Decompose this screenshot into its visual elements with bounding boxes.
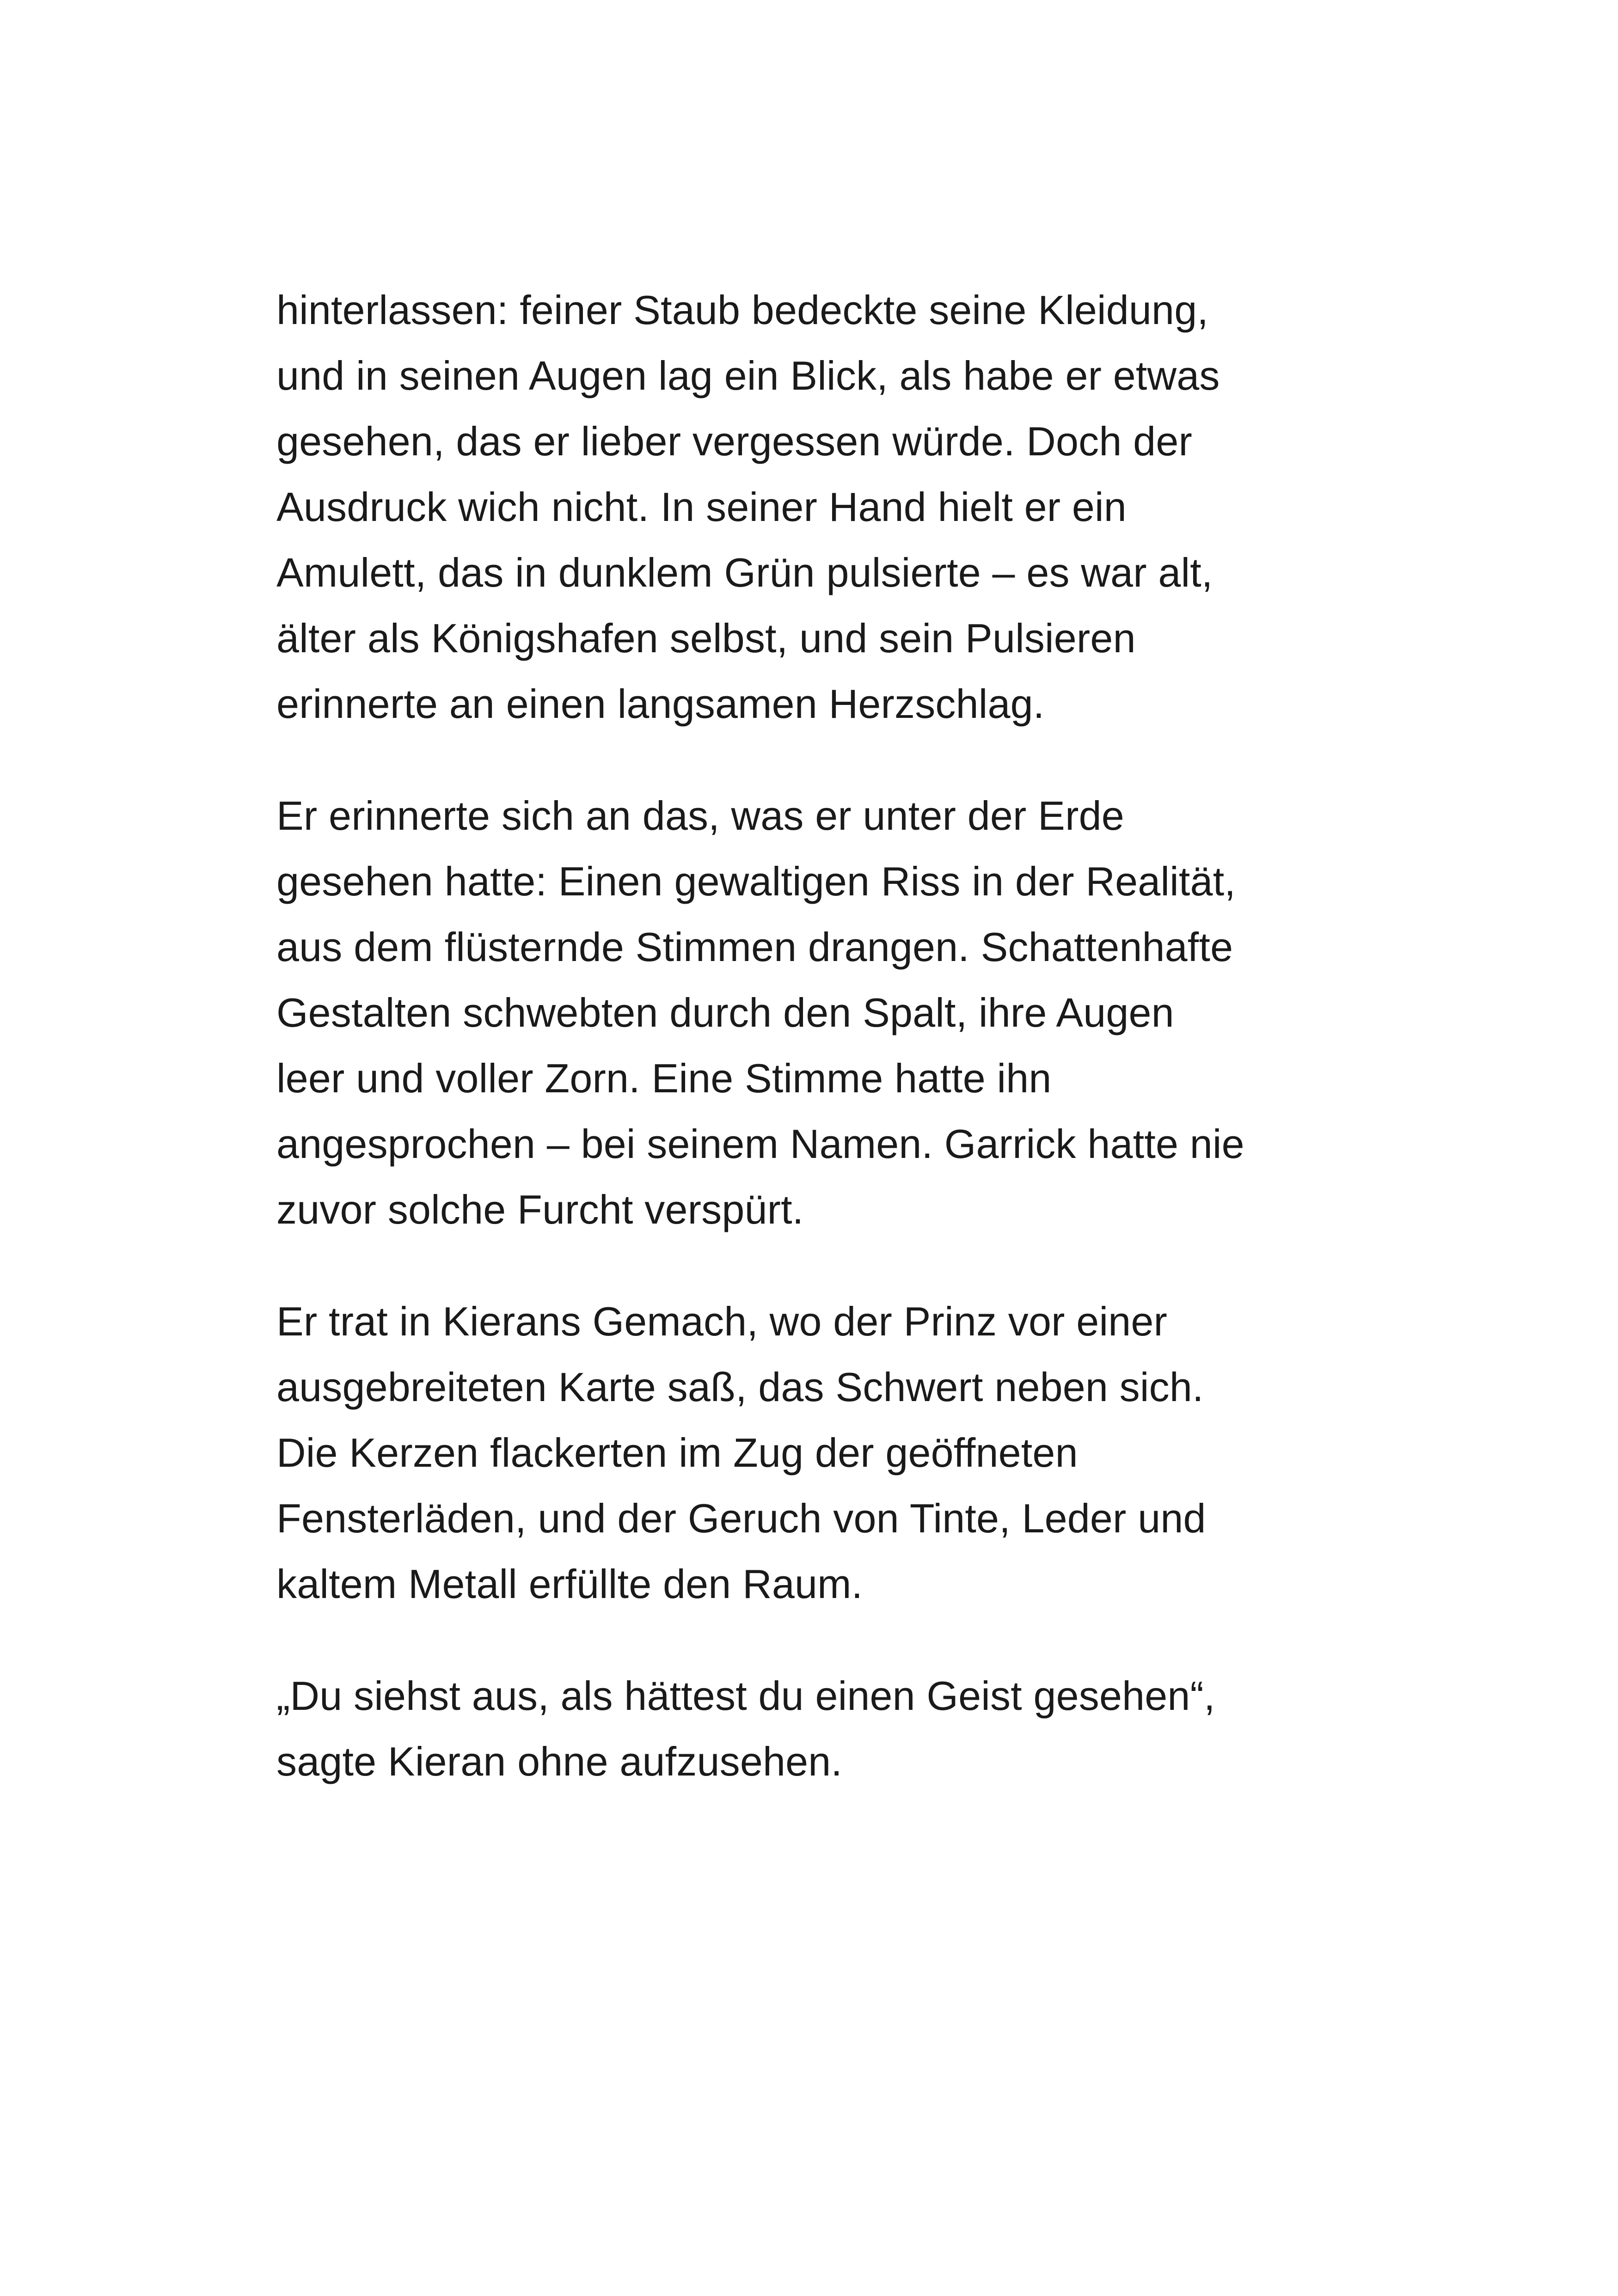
paragraph-4 [276,1663,1395,1794]
text-line: gesehen hatte: Einen gewaltigen Riss in der Realität, [276,858,1236,904]
text-line: kaltem Metall erfüllte den Raum. [276,1561,863,1607]
paragraph-3 [276,1289,1395,1617]
text-line: Amulett, das in dunklem Grün pulsierte – es war alt, [276,550,1213,595]
text-line: und in seinen Augen lag ein Blick, als habe er etwas [276,353,1220,398]
text-line: Fensterläden, und der Geruch von Tinte, Leder und [276,1495,1206,1541]
text-line: aus dem flüsternde Stimmen drangen. Schattenhafte [276,924,1233,970]
text-line: leer und voller Zorn. Eine Stimme hatte ihn [276,1055,1052,1101]
text-line: zuvor solche Furcht verspürt. [276,1187,804,1232]
text-line: Die Kerzen flackerten im Zug der geöffneten [276,1430,1078,1476]
text-line: Er erinnerte sich an das, was er unter der Erde [276,793,1124,839]
paragraph-1 [276,277,1395,737]
text-line: Ausdruck wich nicht. In seiner Hand hielt er ein [276,484,1127,530]
body-text [276,277,1395,1841]
text-line: sagte Kieran ohne aufzusehen. [276,1739,843,1784]
paragraph-2 [276,783,1395,1243]
text-line: angesprochen – bei seinem Namen. Garrick hatte nie [276,1121,1244,1167]
text-line: erinnerte an einen langsamen Herzschlag. [276,681,1045,727]
text-line: „Du siehst aus, als hättest du einen Geist gesehen“, [276,1673,1215,1719]
text-line: gesehen, das er lieber vergessen würde. Doch der [276,418,1192,464]
text-line: älter als Königshafen selbst, und sein Pulsieren [276,615,1136,661]
text-line: hinterlassen: feiner Staub bedeckte seine Kleidung, [276,287,1208,333]
text-line: ausgebreiteten Karte saß, das Schwert neben sich. [276,1364,1204,1410]
text-line: Gestalten schwebten durch den Spalt, ihre Augen [276,990,1174,1035]
text-line: Er trat in Kierans Gemach, wo der Prinz vor einer [276,1298,1167,1344]
